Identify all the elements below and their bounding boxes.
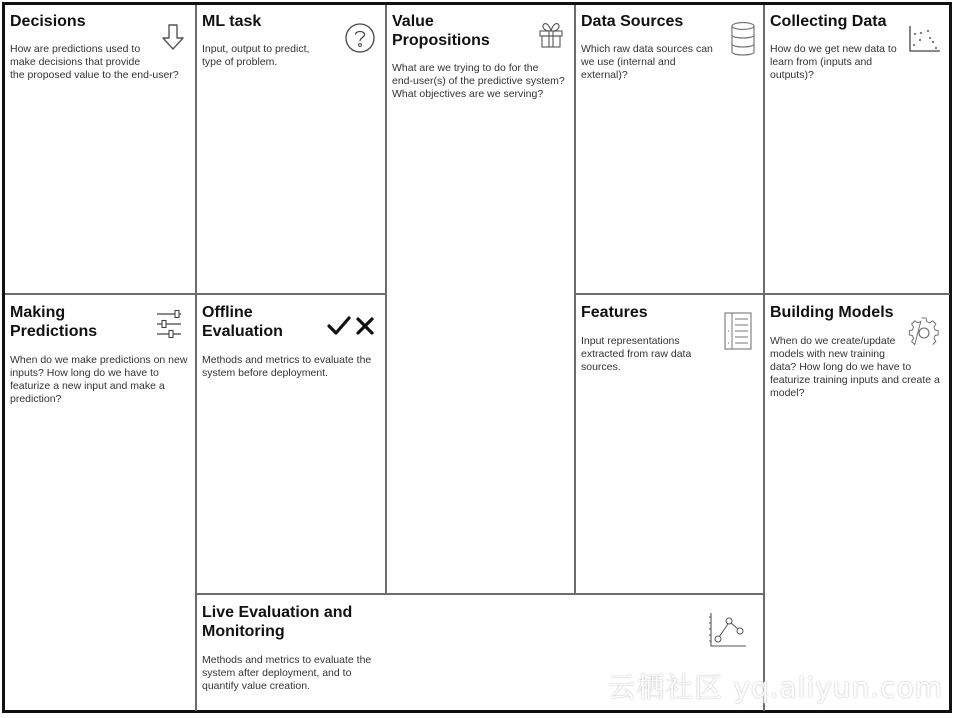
scatter-plot-icon [908,24,942,54]
watermark: 云栖社区 yq.aliyun.com [607,671,943,704]
check-cross-icon [327,315,377,337]
block-making-predictions [5,295,195,711]
gear-icon [908,317,940,349]
block-description: Which raw data sources can we use (internal and external)? [581,43,713,81]
block-decisions [5,5,195,293]
block-value-propositions [387,5,574,593]
question-circle-icon [344,22,376,54]
block-offline-evaluation [197,295,385,593]
block-description: Input representations extracted from raw data sources. [581,335,692,373]
arrow-down-icon [161,23,185,51]
block-title: Making Predictions [10,304,98,340]
database-icon [730,21,756,57]
block-features [576,295,763,593]
block-ml-task [197,5,385,293]
block-title: Decisions [10,13,86,30]
block-description: When do we create/update models with new training data? How long do we have to featurize training inputs and create a model? [770,335,940,399]
block-description: When do we make predictions on new inputs? How long do we have to featurize a new input and make a prediction? [10,354,188,405]
block-building-models [765,295,950,711]
block-description: How are predictions used to make decisions that provide the proposed value to the end-user? [10,43,179,81]
line-chart-icon [708,611,748,649]
block-description: Methods and metrics to evaluate the system after deployment, and to quantify value creation. [202,654,372,692]
block-description: How do we get new data to learn from (inputs and outputs)? [770,43,897,81]
block-title: ML task [202,13,262,30]
gift-icon [537,21,565,49]
sliders-icon [155,309,183,339]
block-title: Collecting Data [770,13,887,30]
block-data-sources [576,5,763,293]
list-table-icon [724,312,752,350]
block-title: Building Models [770,304,894,321]
block-title: Data Sources [581,13,684,30]
block-description: What are we trying to do for the end-user(s) of the predictive system? What objectives are we serving? [392,62,565,100]
block-title: Offline Evaluation [202,304,283,340]
ml-canvas [2,2,952,713]
block-title: Value Propositions [392,13,490,49]
block-collecting-data [765,5,950,293]
block-title: Features [581,304,648,321]
block-title: Live Evaluation and Monitoring [202,604,353,640]
block-description: Methods and metrics to evaluate the system before deployment. [202,354,372,379]
block-description: Input, output to predict, type of problem. [202,43,310,68]
